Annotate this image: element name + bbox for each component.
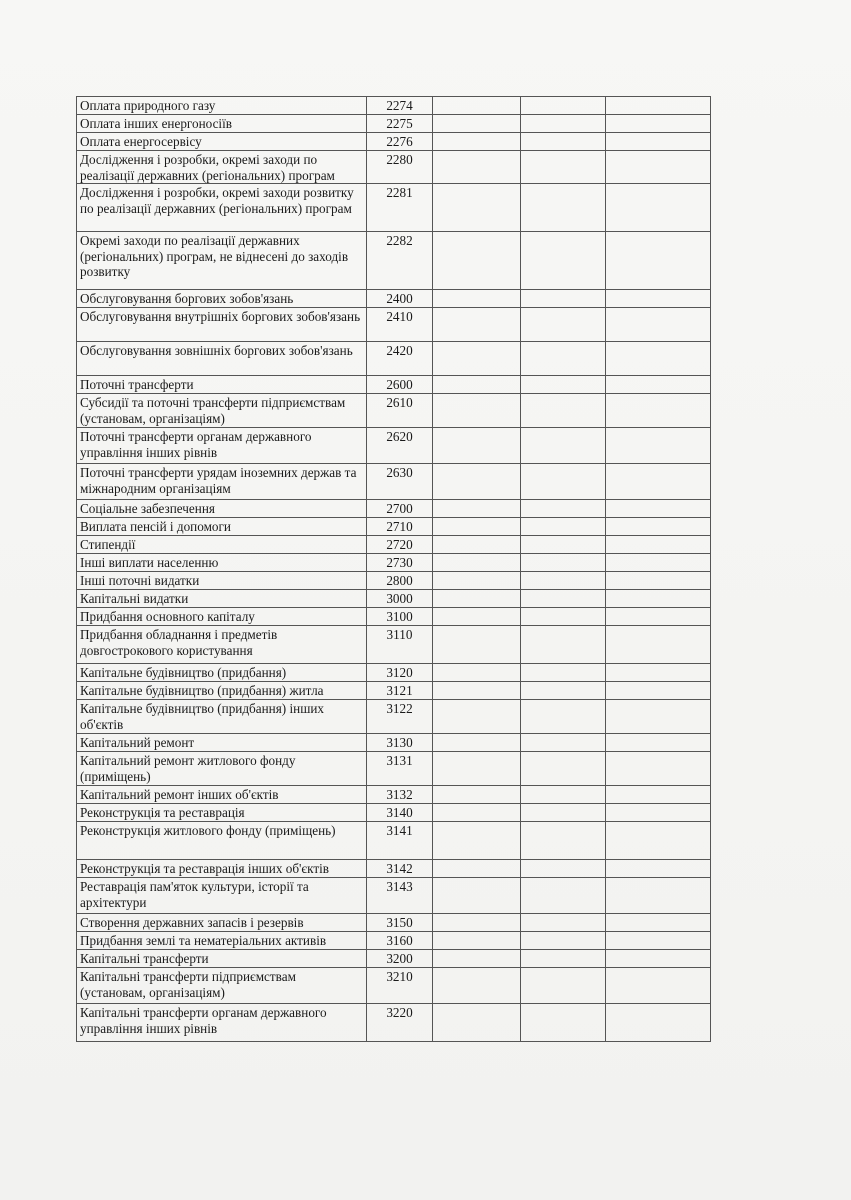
empty-value-cell (521, 554, 606, 572)
table-row (77, 590, 711, 608)
expense-name-cell: Оплата інших енергоносіїв (77, 115, 367, 133)
expense-name-cell: Реконструкція та реставрація (77, 804, 367, 822)
table-row (77, 97, 711, 115)
table-row (77, 376, 711, 394)
kekv-code-cell: 2610 (367, 394, 433, 428)
table-row (77, 464, 711, 500)
empty-value-cell (606, 950, 711, 968)
kekv-code-cell: 3141 (367, 822, 433, 860)
expense-name-cell: Інші виплати населенню (77, 554, 367, 572)
expense-name-cell: Реконструкція житлового фонду (приміщень) (77, 822, 367, 860)
empty-value-cell (433, 308, 521, 342)
expense-name-cell: Оплата енергосервісу (77, 133, 367, 151)
empty-value-cell (521, 860, 606, 878)
empty-value-cell (433, 290, 521, 308)
kekv-code-cell: 2710 (367, 518, 433, 536)
table-row (77, 968, 711, 1004)
table-row (77, 682, 711, 700)
empty-value-cell (433, 804, 521, 822)
empty-value-cell (606, 308, 711, 342)
empty-value-cell (521, 290, 606, 308)
kekv-code-cell: 2420 (367, 342, 433, 376)
kekv-code-cell: 3120 (367, 664, 433, 682)
empty-value-cell (521, 804, 606, 822)
empty-value-cell (606, 804, 711, 822)
empty-value-cell (521, 752, 606, 786)
empty-value-cell (433, 878, 521, 914)
kekv-code-cell: 2276 (367, 133, 433, 151)
kekv-code-cell: 2410 (367, 308, 433, 342)
empty-value-cell (606, 608, 711, 626)
table-row (77, 700, 711, 734)
empty-value-cell (606, 914, 711, 932)
empty-value-cell (521, 682, 606, 700)
table-row (77, 932, 711, 950)
empty-value-cell (433, 664, 521, 682)
kekv-code-cell: 3130 (367, 734, 433, 752)
empty-value-cell (521, 1004, 606, 1042)
kekv-code-cell: 2280 (367, 151, 433, 184)
empty-value-cell (433, 536, 521, 554)
empty-value-cell (606, 290, 711, 308)
kekv-code-cell: 3220 (367, 1004, 433, 1042)
empty-value-cell (606, 342, 711, 376)
kekv-code-cell: 3122 (367, 700, 433, 734)
empty-value-cell (433, 914, 521, 932)
expense-name-cell: Реставрація пам'яток культури, історії та архітектури (77, 878, 367, 914)
empty-value-cell (521, 590, 606, 608)
expense-name-cell: Окремі заходи по реалізації державних (регіональних) програм, не віднесені до заходів розвитку (77, 232, 367, 290)
expense-name-cell: Капітальні трансферти (77, 950, 367, 968)
expense-name-cell: Поточні трансферти (77, 376, 367, 394)
empty-value-cell (433, 554, 521, 572)
empty-value-cell (606, 878, 711, 914)
table-row (77, 518, 711, 536)
empty-value-cell (433, 151, 521, 184)
kekv-code-cell: 3131 (367, 752, 433, 786)
table-row (77, 342, 711, 376)
empty-value-cell (521, 97, 606, 115)
kekv-code-cell: 2720 (367, 536, 433, 554)
empty-value-cell (433, 133, 521, 151)
table-row (77, 308, 711, 342)
empty-value-cell (606, 518, 711, 536)
empty-value-cell (521, 572, 606, 590)
kekv-code-cell: 3100 (367, 608, 433, 626)
kekv-code-cell: 2730 (367, 554, 433, 572)
kekv-code-cell: 2620 (367, 428, 433, 464)
kekv-code-cell: 2281 (367, 184, 433, 232)
kekv-code-cell: 3121 (367, 682, 433, 700)
empty-value-cell (433, 608, 521, 626)
empty-value-cell (606, 734, 711, 752)
kekv-code-cell: 3132 (367, 786, 433, 804)
empty-value-cell (606, 1004, 711, 1042)
empty-value-cell (606, 500, 711, 518)
empty-value-cell (606, 572, 711, 590)
expense-name-cell: Обслуговування зовнішніх боргових зобов'язань (77, 342, 367, 376)
empty-value-cell (606, 822, 711, 860)
empty-value-cell (433, 590, 521, 608)
table-row (77, 608, 711, 626)
expense-name-cell: Виплата пенсій і допомоги (77, 518, 367, 536)
empty-value-cell (606, 786, 711, 804)
expense-name-cell: Створення державних запасів і резервів (77, 914, 367, 932)
table-row (77, 878, 711, 914)
empty-value-cell (433, 860, 521, 878)
empty-value-cell (521, 664, 606, 682)
empty-value-cell (433, 97, 521, 115)
kekv-code-cell: 3142 (367, 860, 433, 878)
empty-value-cell (433, 464, 521, 500)
empty-value-cell (521, 115, 606, 133)
expense-name-cell: Дослідження і розробки, окремі заходи розвитку по реалізації державних (регіональних) програм (77, 184, 367, 232)
empty-value-cell (606, 394, 711, 428)
kekv-code-cell: 2400 (367, 290, 433, 308)
empty-value-cell (606, 376, 711, 394)
empty-value-cell (606, 664, 711, 682)
expense-name-cell: Дослідження і розробки, окремі заходи по реалізації державних (регіональних) програм (77, 151, 367, 184)
table-row (77, 950, 711, 968)
expense-name-cell: Обслуговування внутрішніх боргових зобов'язань (77, 308, 367, 342)
table-row (77, 822, 711, 860)
empty-value-cell (433, 734, 521, 752)
kekv-code-cell: 2274 (367, 97, 433, 115)
empty-value-cell (606, 97, 711, 115)
empty-value-cell (521, 232, 606, 290)
empty-value-cell (433, 184, 521, 232)
kekv-code-cell: 2630 (367, 464, 433, 500)
empty-value-cell (606, 428, 711, 464)
expense-name-cell: Реконструкція та реставрація інших об'єктів (77, 860, 367, 878)
expense-name-cell: Поточні трансферти урядам іноземних держав та міжнародним організаціям (77, 464, 367, 500)
empty-value-cell (521, 394, 606, 428)
table-row (77, 1004, 711, 1042)
empty-value-cell (521, 608, 606, 626)
expense-name-cell: Капітальне будівництво (придбання) житла (77, 682, 367, 700)
table-row (77, 664, 711, 682)
kekv-code-cell: 3150 (367, 914, 433, 932)
table-row (77, 626, 711, 664)
empty-value-cell (433, 822, 521, 860)
empty-value-cell (606, 752, 711, 786)
table-row (77, 804, 711, 822)
expense-name-cell: Капітальні трансферти органам державного управління інших рівнів (77, 1004, 367, 1042)
table-row (77, 151, 711, 184)
empty-value-cell (521, 950, 606, 968)
empty-value-cell (433, 786, 521, 804)
empty-value-cell (521, 932, 606, 950)
kekv-code-cell: 3143 (367, 878, 433, 914)
empty-value-cell (606, 184, 711, 232)
empty-value-cell (433, 682, 521, 700)
expense-name-cell: Капітальний ремонт (77, 734, 367, 752)
empty-value-cell (521, 700, 606, 734)
empty-value-cell (606, 554, 711, 572)
empty-value-cell (606, 968, 711, 1004)
expense-name-cell: Придбання основного капіталу (77, 608, 367, 626)
kekv-code-cell: 3110 (367, 626, 433, 664)
expense-name-cell: Капітальні трансферти підприємствам (установам, організаціям) (77, 968, 367, 1004)
empty-value-cell (606, 232, 711, 290)
expense-name-cell: Стипендії (77, 536, 367, 554)
expense-name-cell: Інші поточні видатки (77, 572, 367, 590)
empty-value-cell (521, 626, 606, 664)
empty-value-cell (433, 572, 521, 590)
kekv-code-cell: 2282 (367, 232, 433, 290)
empty-value-cell (433, 500, 521, 518)
table-row (77, 394, 711, 428)
table-row (77, 734, 711, 752)
empty-value-cell (606, 590, 711, 608)
empty-value-cell (521, 464, 606, 500)
empty-value-cell (433, 1004, 521, 1042)
empty-value-cell (521, 428, 606, 464)
empty-value-cell (606, 932, 711, 950)
empty-value-cell (433, 626, 521, 664)
kekv-code-cell: 2275 (367, 115, 433, 133)
empty-value-cell (606, 464, 711, 500)
empty-value-cell (521, 500, 606, 518)
empty-value-cell (606, 682, 711, 700)
table-body (77, 97, 711, 1042)
empty-value-cell (433, 968, 521, 1004)
empty-value-cell (521, 822, 606, 860)
table-row (77, 914, 711, 932)
expense-name-cell: Капітальний ремонт житлового фонду (приміщень) (77, 752, 367, 786)
empty-value-cell (433, 394, 521, 428)
empty-value-cell (433, 950, 521, 968)
kekv-code-cell: 3160 (367, 932, 433, 950)
table-row (77, 184, 711, 232)
budget-expenditure-table (76, 96, 711, 1042)
empty-value-cell (433, 115, 521, 133)
empty-value-cell (521, 133, 606, 151)
empty-value-cell (606, 133, 711, 151)
expense-name-cell: Субсидії та поточні трансферти підприємствам (установам, організаціям) (77, 394, 367, 428)
kekv-code-cell: 3000 (367, 590, 433, 608)
kekv-code-cell: 2600 (367, 376, 433, 394)
empty-value-cell (606, 115, 711, 133)
kekv-code-cell: 3210 (367, 968, 433, 1004)
empty-value-cell (606, 700, 711, 734)
empty-value-cell (521, 342, 606, 376)
kekv-code-cell: 3140 (367, 804, 433, 822)
table-row (77, 115, 711, 133)
empty-value-cell (433, 428, 521, 464)
table-row (77, 290, 711, 308)
empty-value-cell (521, 308, 606, 342)
expense-name-cell: Обслуговування боргових зобов'язань (77, 290, 367, 308)
table-row (77, 752, 711, 786)
empty-value-cell (521, 968, 606, 1004)
expense-name-cell: Капітальне будівництво (придбання) інших об'єктів (77, 700, 367, 734)
empty-value-cell (433, 518, 521, 536)
table-row (77, 554, 711, 572)
expense-name-cell: Капітальний ремонт інших об'єктів (77, 786, 367, 804)
table-row (77, 133, 711, 151)
table-row (77, 860, 711, 878)
empty-value-cell (521, 376, 606, 394)
table-row (77, 232, 711, 290)
empty-value-cell (606, 860, 711, 878)
empty-value-cell (433, 232, 521, 290)
table-row (77, 500, 711, 518)
kekv-code-cell: 3200 (367, 950, 433, 968)
empty-value-cell (606, 626, 711, 664)
expense-name-cell: Оплата природного газу (77, 97, 367, 115)
expense-name-cell: Поточні трансферти органам державного управління інших рівнів (77, 428, 367, 464)
empty-value-cell (521, 786, 606, 804)
empty-value-cell (433, 376, 521, 394)
table-row (77, 428, 711, 464)
expense-name-cell: Придбання землі та нематеріальних активів (77, 932, 367, 950)
empty-value-cell (521, 878, 606, 914)
kekv-code-cell: 2800 (367, 572, 433, 590)
empty-value-cell (606, 151, 711, 184)
empty-value-cell (521, 518, 606, 536)
empty-value-cell (433, 932, 521, 950)
empty-value-cell (433, 342, 521, 376)
empty-value-cell (521, 734, 606, 752)
kekv-code-cell: 2700 (367, 500, 433, 518)
table-row (77, 572, 711, 590)
empty-value-cell (433, 700, 521, 734)
expense-name-cell: Придбання обладнання і предметів довгострокового користування (77, 626, 367, 664)
empty-value-cell (521, 151, 606, 184)
expense-name-cell: Капітальне будівництво (придбання) (77, 664, 367, 682)
empty-value-cell (521, 536, 606, 554)
expense-name-cell: Соціальне забезпечення (77, 500, 367, 518)
table-row (77, 536, 711, 554)
empty-value-cell (521, 184, 606, 232)
empty-value-cell (433, 752, 521, 786)
expense-name-cell: Капітальні видатки (77, 590, 367, 608)
table-row (77, 786, 711, 804)
empty-value-cell (521, 914, 606, 932)
empty-value-cell (606, 536, 711, 554)
